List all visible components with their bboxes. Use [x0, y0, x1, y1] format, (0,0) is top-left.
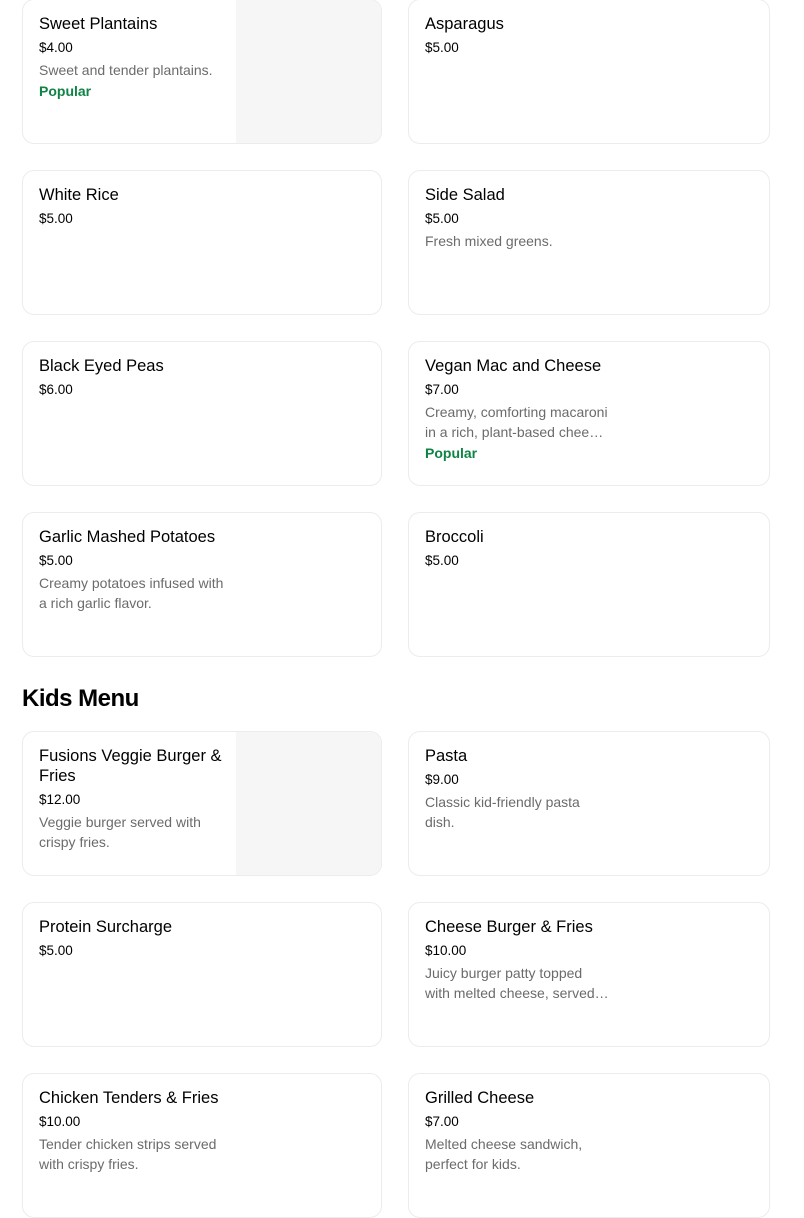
- popular-badge: Popular: [39, 83, 92, 99]
- popular-badge: Popular: [425, 445, 478, 461]
- menu-item-card[interactable]: [22, 902, 382, 1047]
- item-price: $10.00: [39, 1114, 81, 1129]
- item-price: $5.00: [425, 553, 459, 568]
- item-name: Black Eyed Peas: [39, 357, 164, 375]
- menu-item-card[interactable]: [408, 902, 770, 1047]
- item-price: $7.00: [425, 1114, 459, 1129]
- item-image: [236, 0, 381, 143]
- menu-item-card[interactable]: [22, 1073, 382, 1218]
- menu-item-card[interactable]: [408, 0, 770, 144]
- menu-item-card[interactable]: [22, 0, 382, 144]
- item-name: Vegan Mac and Cheese: [425, 357, 602, 375]
- item-name: Broccoli: [425, 528, 484, 546]
- item-description: Creamy potatoes infused with a rich garlic flavor.: [39, 575, 224, 611]
- item-name: Grilled Cheese: [425, 1089, 535, 1107]
- item-name: Chicken Tenders & Fries: [39, 1089, 219, 1107]
- item-name: Fusions Veggie Burger & Fries: [39, 747, 222, 785]
- menu-item-card[interactable]: [408, 341, 770, 486]
- item-description: Veggie burger served with crispy fries.: [39, 814, 201, 850]
- item-name: Pasta: [425, 747, 468, 765]
- item-description: Sweet and tender plantains.: [39, 62, 213, 78]
- item-price: $4.00: [39, 40, 73, 55]
- item-description: Melted cheese sandwich, perfect for kids.: [425, 1136, 583, 1172]
- menu-item-card[interactable]: [22, 512, 382, 657]
- item-price: $10.00: [425, 943, 467, 958]
- item-name: Side Salad: [425, 186, 505, 204]
- menu-item-card[interactable]: [22, 341, 382, 486]
- item-name: Protein Surcharge: [39, 918, 172, 936]
- item-description: Juicy burger patty topped with melted cheese, served: [425, 965, 595, 1001]
- item-name: Garlic Mashed Potatoes: [39, 528, 216, 546]
- item-description: Fresh mixed greens.: [425, 233, 553, 249]
- item-price: $6.00: [39, 382, 73, 397]
- item-price: $5.00: [425, 211, 459, 226]
- section-title-kids-menu: Kids Menu: [22, 685, 139, 712]
- item-price: $5.00: [39, 943, 73, 958]
- item-name: Cheese Burger & Fries: [425, 918, 593, 936]
- item-name: Sweet Plantains: [39, 15, 158, 33]
- menu-item-card[interactable]: [408, 1073, 770, 1218]
- item-price: $5.00: [39, 553, 73, 568]
- item-price: $12.00: [39, 792, 81, 807]
- item-price: $9.00: [425, 772, 459, 787]
- item-description: Classic kid-friendly pasta dish.: [425, 794, 580, 830]
- item-name: Asparagus: [425, 15, 504, 33]
- item-description: Creamy, comforting macaroni in a rich, plant-based cheese: [425, 404, 608, 440]
- item-price: $7.00: [425, 382, 459, 397]
- menu-item-card[interactable]: [408, 731, 770, 876]
- item-name: White Rice: [39, 186, 119, 204]
- item-price: $5.00: [39, 211, 73, 226]
- menu-item-card[interactable]: [408, 512, 770, 657]
- menu-item-card[interactable]: [408, 170, 770, 315]
- item-image: [236, 732, 381, 875]
- menu-item-card[interactable]: [22, 731, 382, 876]
- item-description: Tender chicken strips served with crispy fries.: [39, 1136, 217, 1172]
- item-price: $5.00: [425, 40, 459, 55]
- menu-item-card[interactable]: [22, 170, 382, 315]
